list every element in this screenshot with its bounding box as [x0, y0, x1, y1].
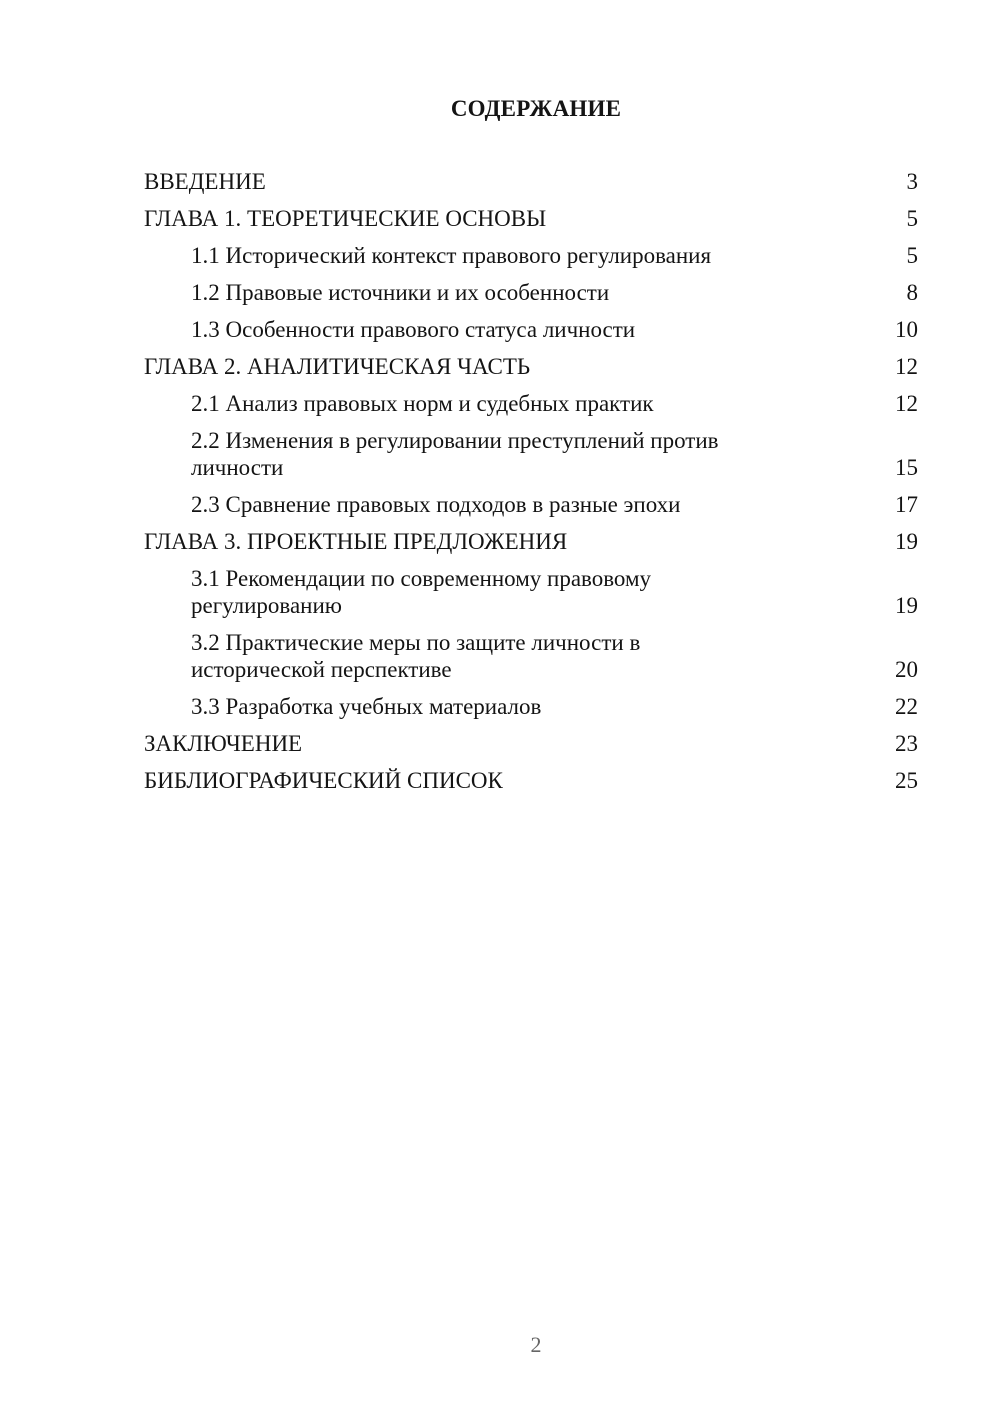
toc-entry-page: 17: [895, 492, 918, 517]
toc-entry-title: ГЛАВА 3. ПРОЕКТНЫЕ ПРЕДЛОЖЕНИЯ: [144, 529, 568, 554]
toc-entry: [144, 528, 918, 555]
toc-entry-title: 1.3 Особенности правового статуса личности: [191, 317, 636, 342]
toc-entry-page: 25: [895, 768, 918, 793]
table-of-contents: [144, 168, 918, 804]
toc-entry-page: 5: [906, 206, 918, 231]
toc-entry: [144, 353, 918, 380]
toc-entry-title: 1.2 Правовые источники и их особенности: [191, 280, 610, 305]
toc-entry: [144, 767, 918, 794]
toc-entry: [144, 693, 918, 720]
toc-entry-page: 3: [906, 169, 918, 194]
toc-entry-title: 3.2 Практические меры по защите личности в исторической перспективе: [191, 630, 641, 682]
toc-entry: [144, 427, 918, 481]
toc-entry-page: 23: [895, 731, 918, 756]
toc-entry-page: 15: [895, 455, 918, 480]
toc-entry: [144, 205, 918, 232]
toc-entry-page: 22: [895, 694, 918, 719]
toc-entry: [144, 730, 918, 757]
toc-entry-page: 12: [895, 391, 918, 416]
toc-entry: [144, 316, 918, 343]
page-number: 2: [530, 1332, 542, 1357]
toc-entry-page: 20: [895, 657, 918, 682]
toc-entry: [144, 279, 918, 306]
toc-entry: [144, 242, 918, 269]
toc-entry-title: ГЛАВА 1. ТЕОРЕТИЧЕСКИЕ ОСНОВЫ: [144, 206, 547, 231]
toc-entry-page: 19: [895, 529, 918, 554]
toc-entry-page: 8: [906, 280, 918, 305]
toc-entry-title: 1.1 Исторический контекст правового регулирования: [191, 243, 712, 268]
toc-entry-page: 19: [895, 593, 918, 618]
page-title: СОДЕРЖАНИЕ: [450, 96, 622, 121]
toc-entry-title: БИБЛИОГРАФИЧЕСКИЙ СПИСОК: [144, 768, 503, 793]
toc-entry: [144, 491, 918, 518]
toc-entry: [144, 390, 918, 417]
toc-entry: [144, 565, 918, 619]
toc-entry-page: 10: [895, 317, 918, 342]
toc-entry-title: ВВЕДЕНИЕ: [144, 169, 266, 194]
toc-entry-title: ГЛАВА 2. АНАЛИТИЧЕСКАЯ ЧАСТЬ: [144, 354, 531, 379]
toc-entry-title: 3.1 Рекомендации по современному правовому регулированию: [191, 566, 652, 618]
toc-entry-page: 5: [906, 243, 918, 268]
toc-entry-title: 2.2 Изменения в регулировании преступлений против личности: [191, 428, 719, 480]
toc-entry-title: 2.3 Сравнение правовых подходов в разные эпохи: [191, 492, 681, 517]
toc-entry: [144, 629, 918, 683]
toc-entry-title: ЗАКЛЮЧЕНИЕ: [144, 731, 303, 756]
toc-entry-page: 12: [895, 354, 918, 379]
toc-entry-title: 2.1 Анализ правовых норм и судебных практик: [191, 391, 654, 416]
toc-entry-title: 3.3 Разработка учебных материалов: [191, 694, 542, 719]
toc-entry: [144, 168, 918, 195]
